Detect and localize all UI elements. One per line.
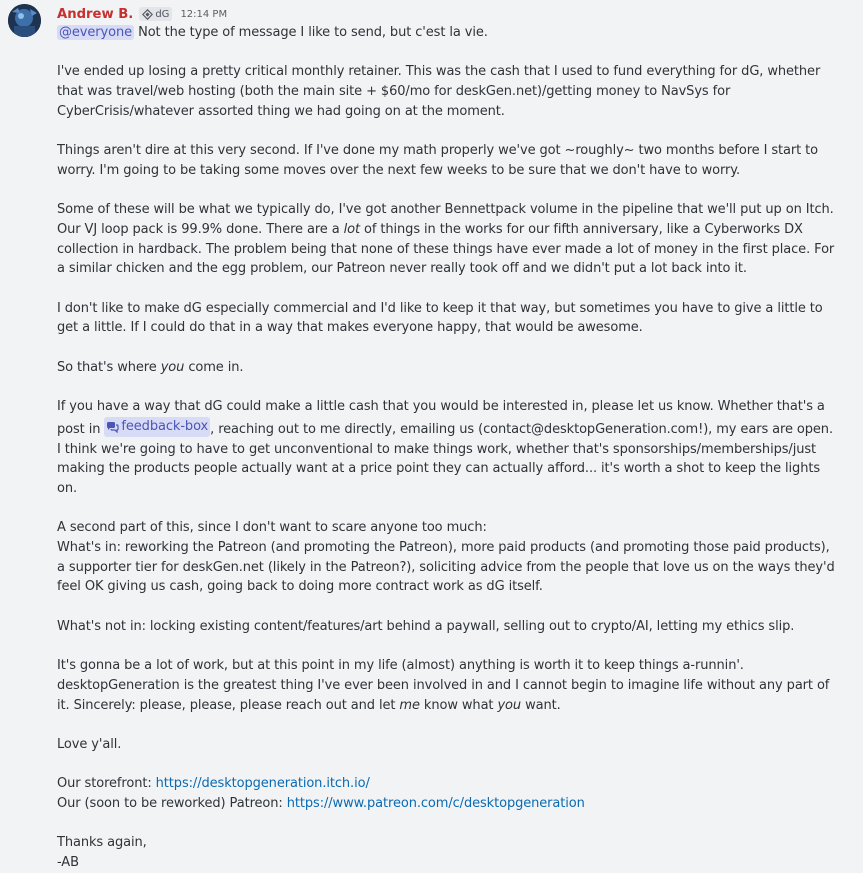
paragraph-whats-in: What's in: reworking the Patreon (and promoting the Patreon), more paid products (and promoting those paid products), a supporter tier for deskGen.net (likely in the Patreon?), soliciting advice from the people that love us on the ways they'd feel OK giving us cash, going back to doing more contract work as dG itself. bbox=[57, 540, 835, 595]
storefront-link[interactable]: https://desktopgeneration.itch.io/ bbox=[155, 776, 370, 792]
forum-channel-icon bbox=[106, 421, 119, 433]
timestamp[interactable]: 12:14 PM bbox=[180, 8, 228, 20]
thanks-line: Thanks again, bbox=[57, 835, 147, 851]
paragraph-you: So that's where you come in. bbox=[57, 359, 244, 375]
paragraph-whats-not-in: What's not in: locking existing content/features/art behind a paywall, selling out to crypto/AI, letting my ethics slip. bbox=[57, 618, 795, 634]
paragraph-ask: If you have a way that dG could make a little cash that you would be interested in, please let us know. Whether that's a post in feedback-box , reaching out to me directly, emailing us (contact@desktopGeneration.com!), my ears are open. I think we're going to have to get unconventional to make things work, whether that's sponsorships/memberships/just making the products people actually want at a price point they can actually afford... it's worth a shot to keep the lights on. bbox=[57, 399, 833, 496]
storefront-line: Our storefront: https://desktopgeneration.itch.io/ bbox=[57, 776, 370, 792]
paragraph-intro: @everyone Not the type of message I like to send, but c'est la vie. bbox=[59, 25, 488, 40]
avatar[interactable] bbox=[8, 4, 41, 37]
paragraph-commercial: I don't like to make dG especially commercial and I'd like to keep it that way, but sometimes you have to give a little to get a little. If I could do that in a way that makes everyone happy, that would be awesome. bbox=[57, 300, 823, 336]
patreon-line: Our (soon to be reworked) Patreon: https://www.patreon.com/c/desktopgeneration bbox=[57, 796, 585, 812]
diamond-icon bbox=[142, 9, 153, 20]
message-body bbox=[57, 23, 837, 873]
paragraph-love: Love y'all. bbox=[57, 737, 122, 752]
author-name[interactable]: Andrew B. bbox=[57, 6, 134, 22]
signature: -AB bbox=[57, 855, 79, 871]
message-header bbox=[57, 5, 837, 23]
paragraph-dire: Things aren't dire at this very second. If I've done my math properly we've got ~roughly~ two months before I start to worry. I'm going to be taking some moves over the next few weeks to be sure that we don't have to worry. bbox=[57, 143, 819, 178]
paragraph-second-part: A second part of this, since I don't want to scare anyone too much: bbox=[57, 520, 487, 536]
server-tag-label: dG bbox=[155, 8, 170, 20]
server-tag[interactable] bbox=[139, 7, 172, 21]
paragraph-closing: It's gonna be a lot of work, but at this point in my life (almost) anything is worth it to keep things a-runnin'. desktopGeneration is the greatest thing I've ever been involved in and I cannot begin to imagine life without any part of it. Sincerely: please, please, please reach out and let me know what you want. bbox=[57, 658, 830, 713]
everyone-mention[interactable]: @everyone bbox=[59, 25, 133, 40]
channel-name: feedback-box bbox=[121, 418, 209, 434]
paragraph-plans: Some of these will be what we typically do, I've got another Bennettpack volume in the pipeline that we'll put up on Itch. Our VJ loop pack is 99.9% done. There are a lot of things in the works for our fifth anniversary, like a Cyberworks DX collection in hardback. The problem being that none of these things have ever made a lot of money in the first place. For a similar chicken and the egg problem, our Patreon never really took off and we didn't put a lot back into it. bbox=[57, 202, 835, 277]
patreon-link[interactable]: https://www.patreon.com/c/desktopgeneration bbox=[286, 796, 585, 812]
paragraph-retainer: I've ended up losing a pretty critical monthly retainer. This was the cash that I used to fund everything for dG, whether that was travel/web hosting (both the main site + $60/mo for deskGen.net)/getting money to NavSys for CyberCrisis/whatever assorted thing we had going on at the moment. bbox=[57, 64, 821, 119]
channel-mention[interactable] bbox=[104, 417, 210, 437]
